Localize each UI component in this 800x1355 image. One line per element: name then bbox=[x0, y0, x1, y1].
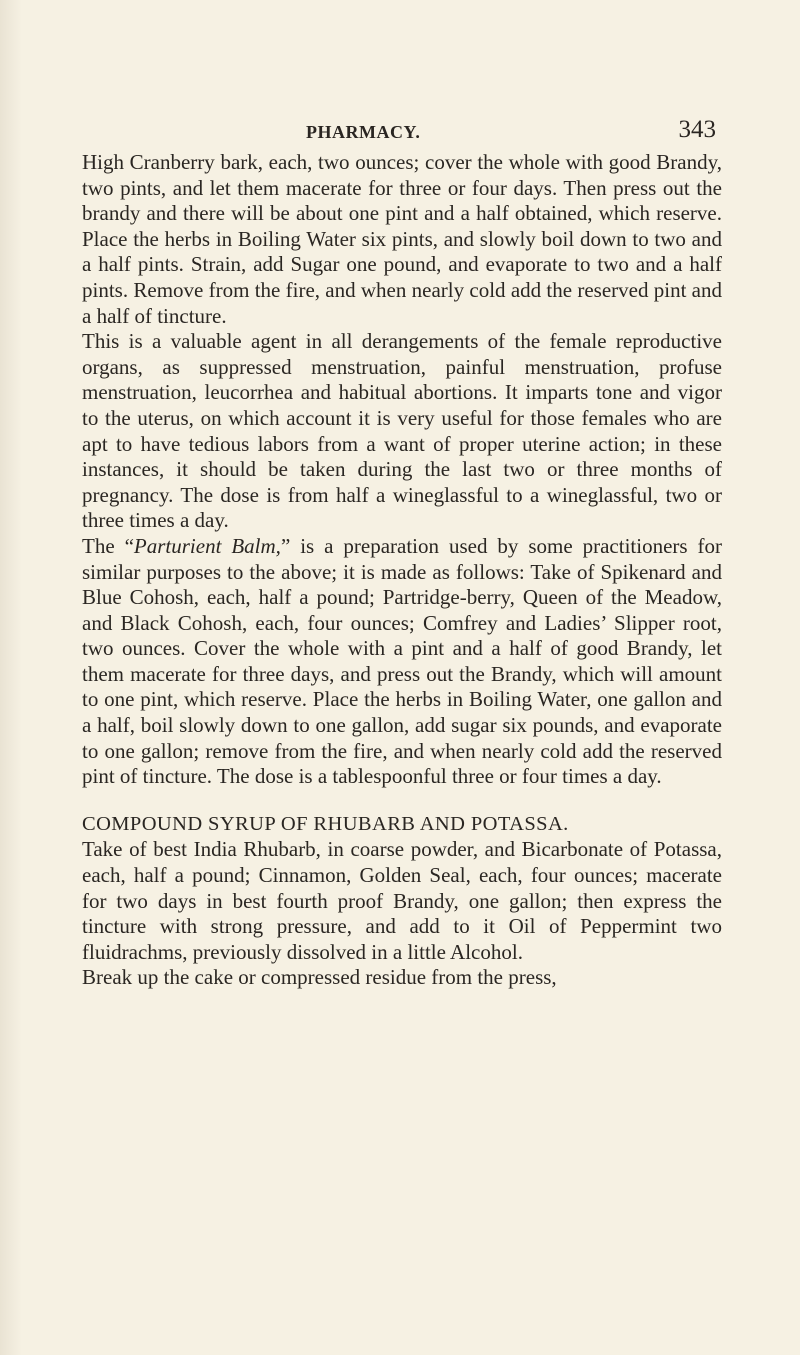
paragraph-rhubarb-continuation: Break up the cake or compressed residue from the press, bbox=[82, 965, 557, 990]
paragraph-uses: This is a valuable agent in all derangements of the female reproductive organs, as suppressed menstruation, painful menstruation, profuse menstruation, leucorrhea and habitual abortions. It imparts tone and vigor to the uterus, on which account it is very useful for those females who are apt to have tedious labors from a want of proper uterine action; in these instances, it should be taken during the last two or three months of pregnancy. The dose is from half a wineglassful to a wineglassful, two or three times a day. bbox=[82, 329, 722, 533]
page-number: 343 bbox=[678, 116, 716, 143]
section-heading: COMPOUND SYRUP OF RHUBARB AND POTASSA. bbox=[82, 812, 569, 835]
parturient-term: Parturient Balm, bbox=[133, 533, 281, 558]
body-text bbox=[82, 150, 722, 991]
paragraph-recipe-continuation: High Cranberry bark, each, two ounces; cover the whole with good Brandy, two pints, and let them macerate for three or four days. Then press out the brandy and there will be about one pint and a half obtained, which reserve. Place the herbs in Boiling Water six pints, and slowly boil down to two and a half pints. Strain, add Sugar one pound, and evaporate to two and a half pints. Remove from the fire, and when nearly cold add the reserved pint and a half of tincture. bbox=[82, 150, 722, 328]
parturient-post: ” is a preparation used by some practitioners for similar purposes to the above; it is made as follows: Take of Spikenard and Blue Cohosh, each, half a pound; Partridge-berry, Queen of the Meadow, and Black Cohosh, each, four ounces; Comfrey and Ladies’ Slipper root, two ounces. Cover the whole with a pint and a half of good Brandy, let them macerate for three days, and press out the Brandy, which will amount to one pint, which reserve. Place the herbs in Boiling Water, one gallon and a half, boil slowly down to one gallon, add sugar six pounds, and evaporate to one gallon; remove from the fire, and when nearly cold add the reserved pint of tincture. The dose is a tablespoonful three or four times a day. bbox=[82, 533, 722, 789]
paragraph-rhubarb-recipe: Take of best India Rhubarb, in coarse powder, and Bicarbonate of Potassa, each, half a pound; Cinnamon, Golden Seal, each, four ounces; macerate for two days in best fourth proof Brandy, one gallon; then express the tincture with strong pressure, and add to it Oil of Peppermint two fluidrachms, previously dissolved in a little Alcohol. bbox=[82, 837, 722, 964]
running-head: PHARMACY. bbox=[306, 122, 421, 142]
page-header bbox=[306, 116, 716, 146]
parturient-pre: The “ bbox=[82, 533, 134, 558]
paragraph-parturient-balm bbox=[82, 534, 722, 790]
